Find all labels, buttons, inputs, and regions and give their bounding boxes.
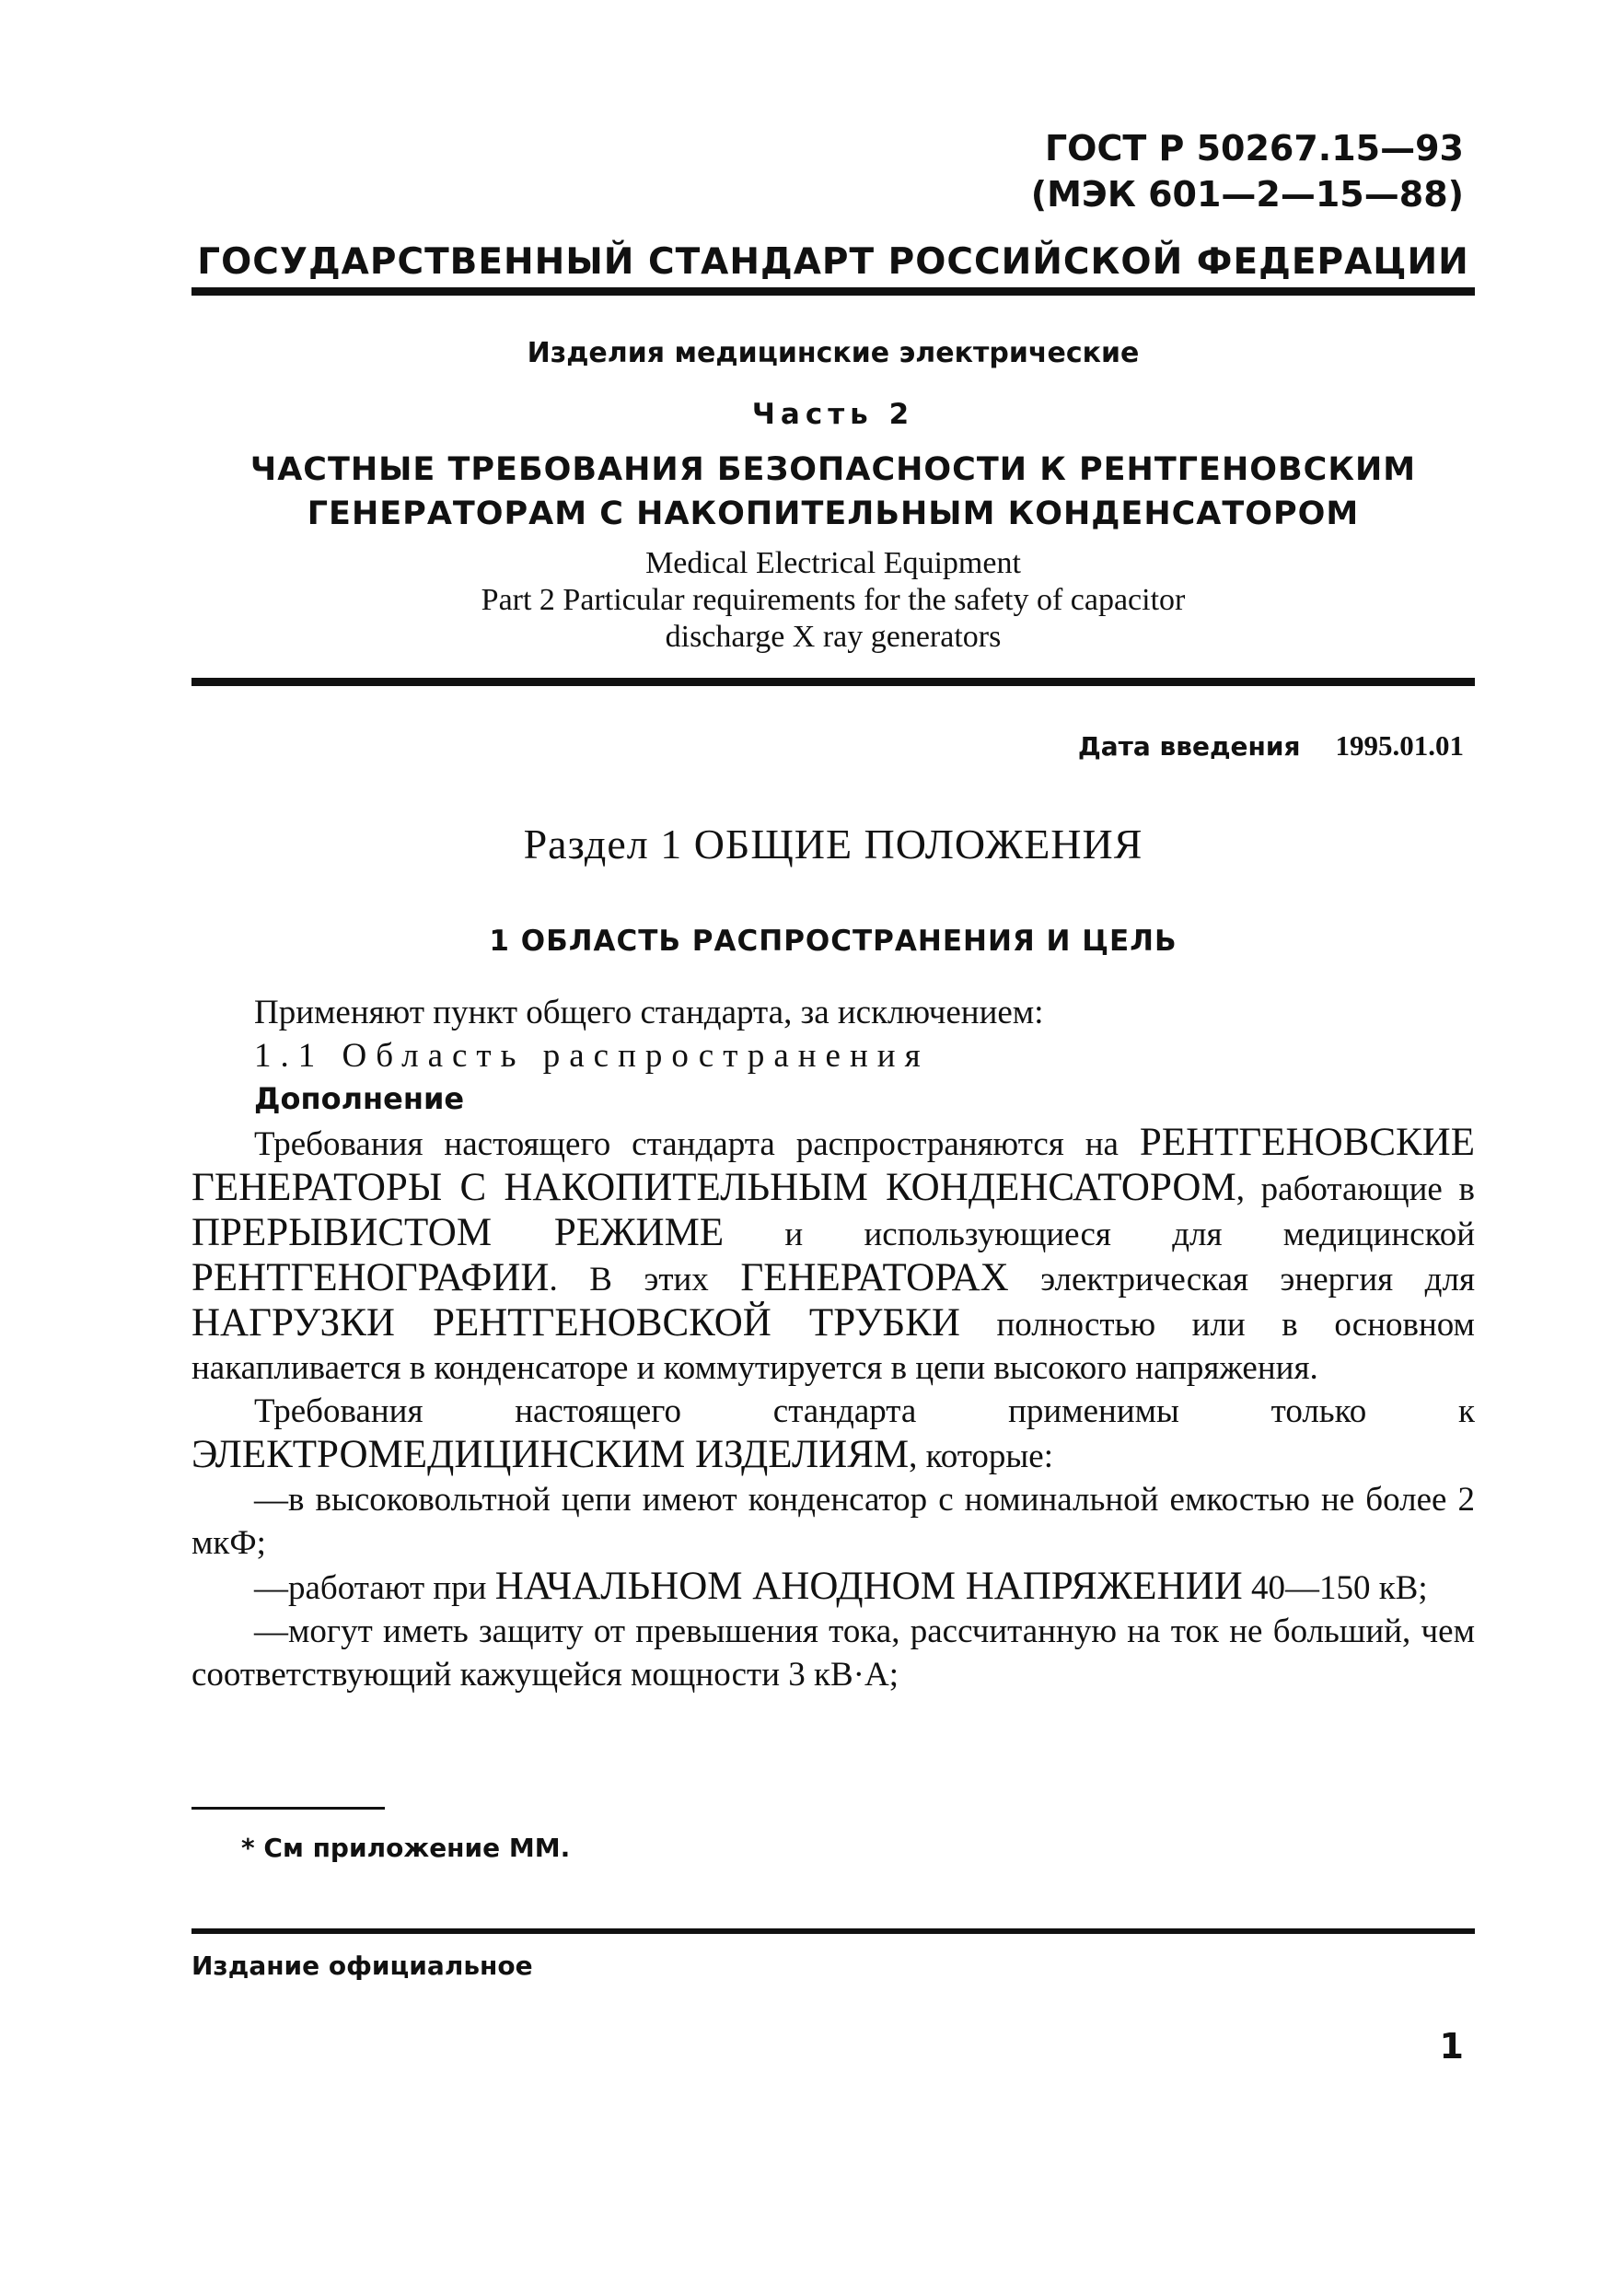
introduction-date-label: Дата введения <box>1077 731 1301 762</box>
document-title-line1: ЧАСТНЫЕ ТРЕБОВАНИЯ БЕЗОПАСНОСТИ К РЕНТГЕНОВСКИМ <box>249 451 1417 488</box>
iec-number: (МЭК 601—2—15—88) <box>1030 174 1464 215</box>
defined-term: РЕНТГЕНОГРАФИИ <box>191 1256 550 1299</box>
defined-term: ГЕНЕРАТОРАХ <box>740 1256 1009 1299</box>
text-run: Требования настоящего стандарта распространяются на <box>254 1125 1140 1163</box>
body-text <box>191 991 1475 1696</box>
footnote: * См приложение ММ. <box>241 1833 571 1863</box>
standard-identifier <box>1031 125 1464 217</box>
defined-term: НАЧАЛЬНОМ АНОДНОМ НАПРЯЖЕНИИ <box>494 1565 1243 1608</box>
defined-term: ПРЕРЫВИСТОМ РЕЖИМЕ <box>191 1211 725 1254</box>
english-title <box>191 545 1475 656</box>
introduction-date-value: 1995.01.01 <box>1335 729 1464 762</box>
text-run: . В этих <box>549 1261 741 1298</box>
document-title <box>191 448 1475 536</box>
section-title: Раздел 1 ОБЩИЕ ПОЛОЖЕНИЯ <box>523 821 1143 868</box>
product-subtitle: Изделия медицинские электрические <box>527 337 1140 369</box>
paragraph-scope <box>191 1121 1475 1390</box>
text-run: Требования настоящего стандарта применимы только к <box>254 1392 1475 1430</box>
text-run: , которые: <box>909 1438 1053 1475</box>
english-title-line1: Medical Electrical Equipment <box>645 546 1021 580</box>
text-run: —работают при <box>254 1569 495 1607</box>
header-rule <box>191 287 1475 296</box>
defined-term: ЭЛЕКТРОМЕДИЦИНСКИМ ИЗДЕЛИЯМ <box>191 1433 910 1476</box>
government-standard-title: ГОСУДАРСТВЕННЫЙ СТАНДАРТ РОССИЙСКОЙ ФЕДЕРАЦИИ <box>197 241 1469 283</box>
text-run: 40—150 кВ; <box>1242 1569 1428 1607</box>
footer-rule <box>191 1928 1475 1934</box>
list-item-capacitor: —в высоковольтной цепи имеют конденсатор с номинальной емкостью не более 2 мкФ; <box>191 1481 1475 1562</box>
text-run: полностью или в основном накапливается в конденсаторе и коммутируется в цепи высокого напряжения. <box>191 1306 1475 1387</box>
clause-title: 1 ОБЛАСТЬ РАСПРОСТРАНЕНИЯ И ЦЕЛЬ <box>489 925 1177 958</box>
introduction-date <box>1078 729 1464 763</box>
standard-number: ГОСТ Р 50267.15—93 <box>1044 128 1464 169</box>
official-edition-label: Издание официальное <box>191 1950 533 1981</box>
part-label: Часть 2 <box>751 398 915 431</box>
document-title-line2: ГЕНЕРАТОРАМ С НАКОПИТЕЛЬНЫМ КОНДЕНСАТОРОМ <box>307 495 1360 532</box>
list-item-overcurrent: —могут иметь защиту от превышения тока, рассчитанную на ток не больший, чем соответствующий кажущейся мощности 3 кВ·А; <box>191 1613 1475 1694</box>
addition-heading: Дополнение <box>254 1081 465 1116</box>
text-run: электрическая энергия для <box>1008 1261 1475 1298</box>
footnote-rule <box>191 1807 385 1810</box>
english-title-line3: discharge X ray generators <box>665 620 1002 654</box>
defined-term: РЕНТГЕНОВСКИЕ ГЕНЕРАТОРЫ С НАКОПИТЕЛЬНЫМ КОНДЕНСАТОРОМ <box>191 1121 1475 1209</box>
subclause-heading: 1.1 Область распространения <box>254 1037 930 1075</box>
defined-term: НАГРУЗКИ РЕНТГЕНОВСКОЙ ТРУБКИ <box>191 1301 960 1345</box>
paragraph-intro: Применяют пункт общего стандарта, за исключением: <box>254 994 1044 1031</box>
paragraph-applicability <box>191 1390 1475 1478</box>
list-item-voltage <box>191 1565 1475 1610</box>
title-rule <box>191 678 1475 686</box>
text-run: и использующиеся для медицинской <box>724 1216 1475 1253</box>
english-title-line2: Part 2 Particular requirements for the safety of capacitor <box>481 583 1186 617</box>
page-number: 1 <box>1439 2026 1464 2067</box>
text-run: , работающие в <box>1235 1170 1475 1208</box>
